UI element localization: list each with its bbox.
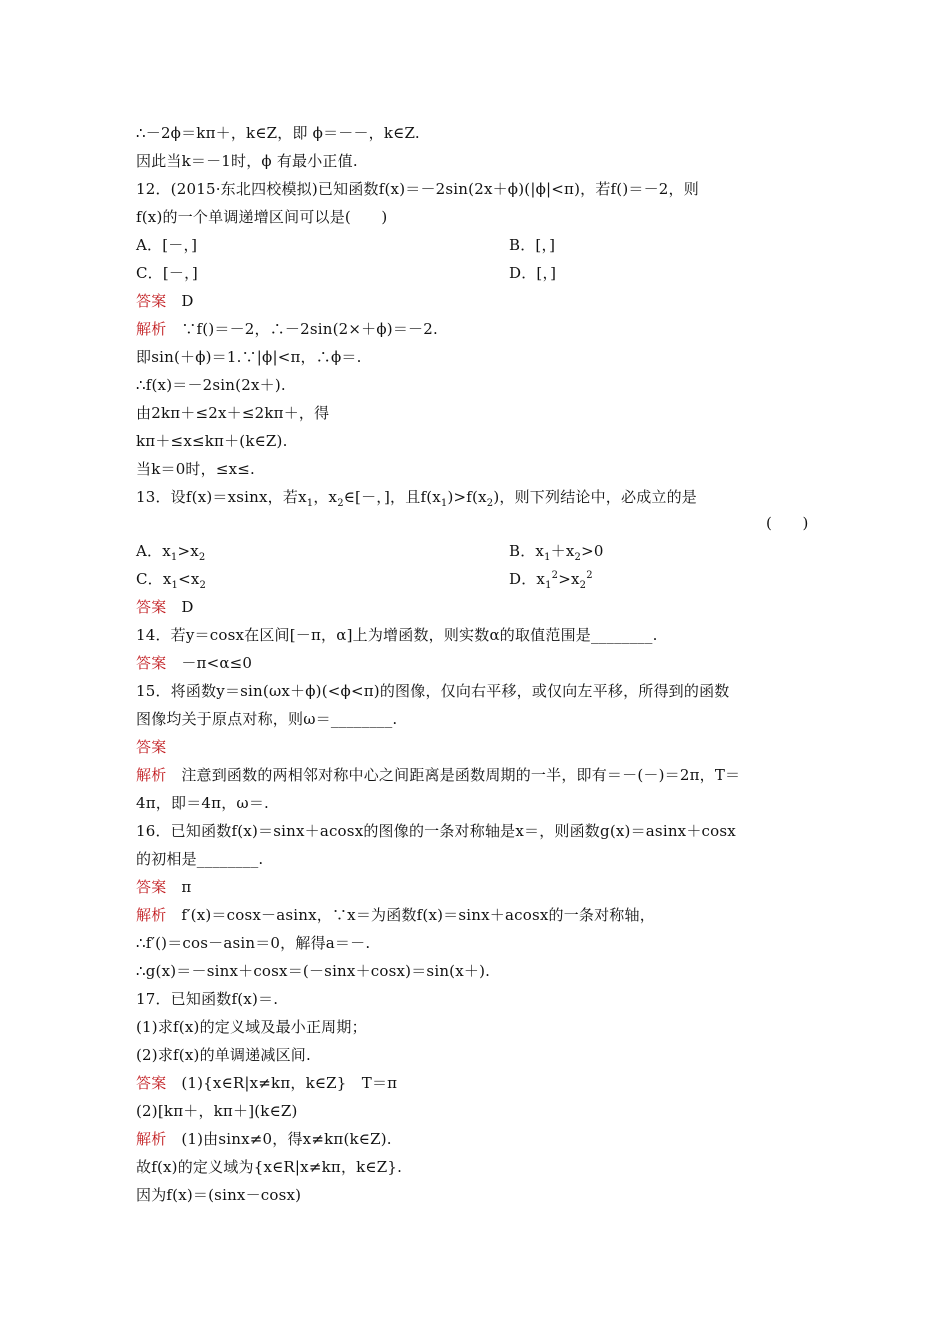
answer-label: 答案 xyxy=(136,292,167,310)
subscript: 1 xyxy=(440,498,448,509)
analysis-text: ∵f()＝－2，∴－2sin(2×＋ϕ)＝－2. xyxy=(181,320,438,338)
analysis-label: 解析 xyxy=(136,766,167,784)
question-13-options-row2 xyxy=(136,569,593,591)
text-run: ＋x xyxy=(550,542,575,560)
question-13-stem xyxy=(136,487,697,507)
text-run: A．x xyxy=(136,542,171,560)
question-17-part-1: (1)求f(x)的定义域及最小正周期； xyxy=(136,1018,367,1036)
text-run: ，x xyxy=(313,488,338,506)
analysis-line xyxy=(136,905,655,925)
text-line: 故f(x)的定义域为{x∈R|x≠kπ，k∈Z}. xyxy=(136,1158,403,1176)
subscript: 2 xyxy=(486,498,494,509)
analysis-label: 解析 xyxy=(136,1130,167,1148)
text-run: >0 xyxy=(581,542,604,560)
analysis-line xyxy=(136,319,438,339)
text-line: 即sin(＋ϕ)＝1.∵|ϕ|<π，∴ϕ＝. xyxy=(136,348,362,366)
answer-value: (1){x∈R|x≠kπ，k∈Z} T＝π xyxy=(181,1074,398,1092)
text-line: 4π，即＝4π，ω＝. xyxy=(136,794,270,812)
question-17-stem: 17．已知函数f(x)＝. xyxy=(136,990,279,1008)
superscript: 2 xyxy=(551,570,559,581)
option-a: A．[－，] xyxy=(136,236,198,254)
question-17-part-2: (2)求f(x)的单调递减区间. xyxy=(136,1046,311,1064)
text-run: )，则下列结论中，必成立的是 xyxy=(493,488,697,506)
answer-label: 答案 xyxy=(136,1074,167,1092)
text-line: 因此当k＝－1时，ϕ 有最小正值. xyxy=(136,152,358,170)
text-run: ∈[－，]，且f(x xyxy=(343,488,441,506)
question-13-options-row1 xyxy=(136,541,604,563)
subscript: 1 xyxy=(171,580,179,591)
subscript: 2 xyxy=(579,580,587,591)
analysis-text: 注意到函数的两相邻对称中心之间距离是函数周期的一半，即有＝－(－)＝2π，T＝ xyxy=(181,766,741,784)
text-run: 13．设f(x)＝xsinx，若x xyxy=(136,488,307,506)
answer-paren: ( ) xyxy=(766,514,809,532)
question-12-stem-cont: f(x)的一个单调递增区间可以是( ) xyxy=(136,208,388,226)
option-a xyxy=(136,542,206,563)
subscript: 2 xyxy=(199,580,207,591)
text-line: ∴－2ϕ＝kπ＋，k∈Z，即 ϕ＝－－，k∈Z. xyxy=(136,124,420,142)
answer-line xyxy=(136,737,166,757)
option-b: B．[，] xyxy=(509,236,556,254)
analysis-label: 解析 xyxy=(136,906,167,924)
analysis-text: (1)由sinx≠0，得x≠kπ(k∈Z). xyxy=(181,1130,392,1148)
answer-value: D xyxy=(181,598,194,616)
text-run: >x xyxy=(177,542,199,560)
option-b xyxy=(509,541,604,561)
answer-label: 答案 xyxy=(136,654,167,672)
text-run: <x xyxy=(178,570,200,588)
analysis-line xyxy=(136,1129,392,1149)
subscript: 1 xyxy=(545,580,552,591)
analysis-text: f′(x)＝cosx－asinx，∵x＝为函数f(x)＝sinx＋acosx的一条对称轴， xyxy=(181,906,655,924)
subscript: 1 xyxy=(544,552,551,563)
answer-value: D xyxy=(181,292,194,310)
text-run: B．x xyxy=(509,542,545,560)
answer-line xyxy=(136,1073,397,1093)
subscript: 2 xyxy=(198,552,206,563)
text-line: ∴f(x)＝－2sin(2x＋). xyxy=(136,376,286,394)
text-line: ∴g(x)＝－sinx＋cosx＝(－sinx＋cosx)＝sin(x＋). xyxy=(136,962,491,980)
answer-line xyxy=(136,291,194,311)
answer-line xyxy=(136,877,191,897)
text-run: )>f(x xyxy=(447,488,487,506)
text-line: (2)[kπ＋，kπ＋](k∈Z) xyxy=(136,1102,298,1120)
answer-label: 答案 xyxy=(136,738,167,756)
analysis-line xyxy=(136,765,740,785)
option-c: C．[－，] xyxy=(136,264,198,282)
question-14-stem: 14．若y＝cosx在区间[－π，α]上为增函数，则实数α的取值范围是________. xyxy=(136,626,658,644)
text-line: ∴f′()＝cos－asin＝0，解得a＝－. xyxy=(136,934,371,952)
answer-line xyxy=(136,653,252,673)
text-run: C．x xyxy=(136,570,172,588)
text-line: 由2kπ＋≤2x＋≤2kπ＋，得 xyxy=(136,404,330,422)
subscript: 1 xyxy=(306,498,314,509)
question-12-options-row2 xyxy=(136,263,557,283)
answer-line xyxy=(136,597,194,617)
answer-label: 答案 xyxy=(136,598,167,616)
analysis-label: 解析 xyxy=(136,320,167,338)
text-run: >x xyxy=(558,570,580,588)
question-12-options-row1 xyxy=(136,235,556,255)
question-15-stem: 15．将函数y＝sin(ωx＋ϕ)(<ϕ<π)的图像，仅向右平移，或仅向左平移，所得到的函数 xyxy=(136,682,730,700)
answer-value: π xyxy=(181,878,192,896)
answer-value: －π<α≤0 xyxy=(181,654,253,672)
question-16-stem: 16．已知函数f(x)＝sinx＋acosx的图像的一条对称轴是x＝，则函数g(x)＝asinx＋cosx xyxy=(136,822,736,840)
question-16-stem-cont: 的初相是________. xyxy=(136,850,264,868)
text-line: 因为f(x)＝(sinx－cosx) xyxy=(136,1186,302,1204)
answer-label: 答案 xyxy=(136,878,167,896)
subscript: 2 xyxy=(337,498,344,509)
subscript: 2 xyxy=(574,552,582,563)
option-d xyxy=(509,569,593,589)
question-15-stem-cont: 图像均关于原点对称，则ω＝________. xyxy=(136,710,398,728)
subscript: 1 xyxy=(170,552,178,563)
text-line: 当k＝0时，≤x≤. xyxy=(136,460,255,478)
text-line: kπ＋≤x≤kπ＋(k∈Z). xyxy=(136,432,288,450)
superscript: 2 xyxy=(586,570,593,581)
option-c xyxy=(136,570,207,591)
question-12-stem: 12．(2015·东北四校模拟)已知函数f(x)＝－2sin(2x＋ϕ)(|ϕ|<π)，若f()＝－2，则 xyxy=(136,180,699,198)
text-run: D．x xyxy=(509,570,546,588)
option-d: D．[，] xyxy=(509,264,557,282)
